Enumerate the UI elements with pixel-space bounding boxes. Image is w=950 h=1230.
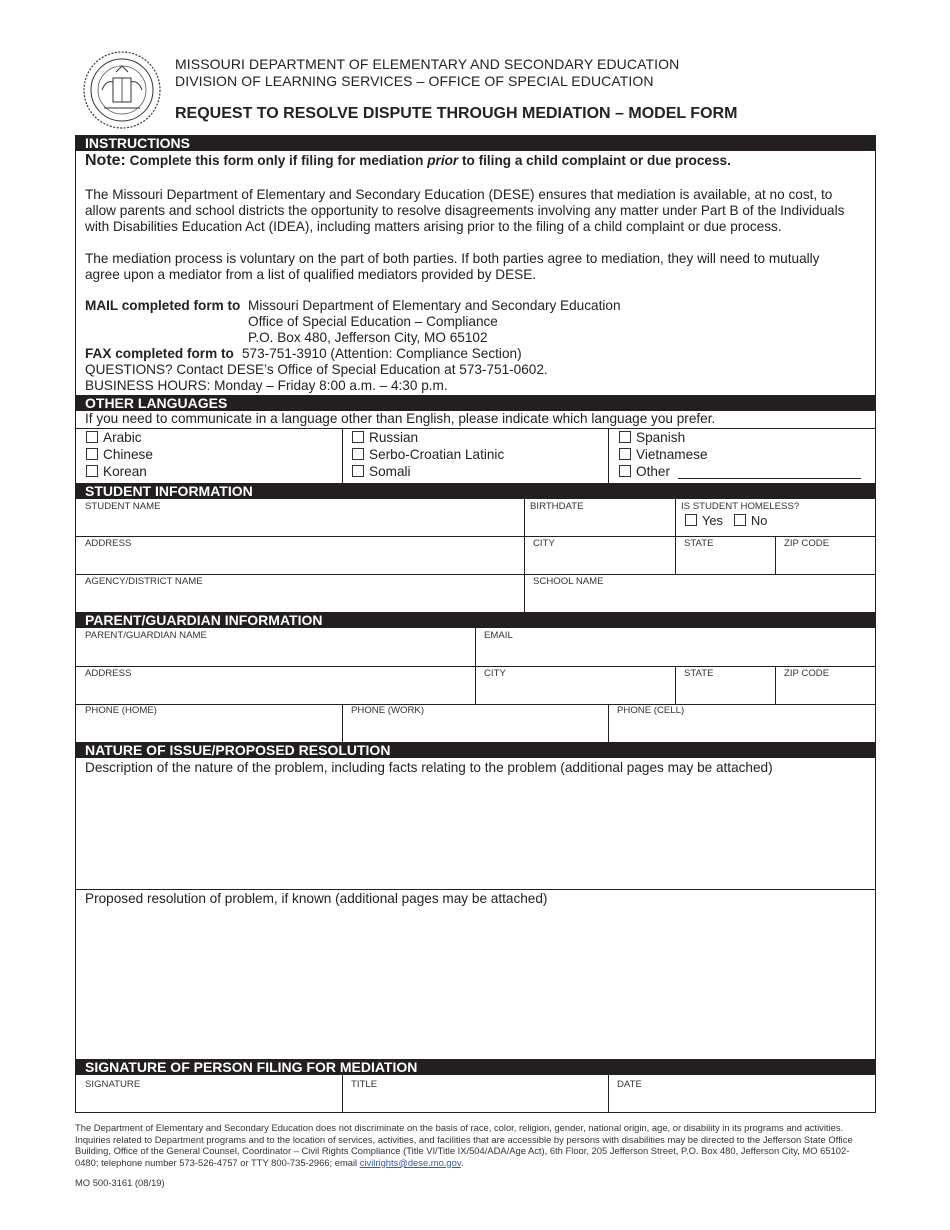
- lang-option-korean[interactable]: [86, 464, 147, 479]
- divider: [75, 428, 876, 429]
- para1-line2: allow parents and school districts the opportunity to resolve disagreements involving any matter under Part B of the Individuals: [85, 203, 845, 218]
- student-address-field[interactable]: ADDRESS: [85, 538, 132, 549]
- civil-rights-email-link[interactable]: civilrights@dese.mo.gov: [359, 1156, 461, 1168]
- issue-box: [75, 758, 876, 1059]
- lang-label: Serbo-Croatian Latinic: [369, 447, 505, 462]
- divider: [608, 704, 609, 742]
- business-hours: BUSINESS HOURS: Monday – Friday 8:00 a.m. – 4:30 p.m.: [85, 378, 448, 393]
- footer-line: Building, Office of the General Counsel, Coordinator – Civil Rights Compliance (Title VI/Title IX/504/ADA/Age Act), 6th Floor, 205 Jefferson Street, P.O. Box 480, Jefferson City, MO 65102-: [75, 1145, 850, 1157]
- footer-line: Inquiries related to Department programs and to the location of services, activities, and facilities that are accessible by persons with disabilities may be directed to the Jefferson State Office: [75, 1133, 853, 1145]
- signature-heading: SIGNATURE OF PERSON FILING FOR MEDIATION: [75, 1059, 876, 1075]
- parent-city-field[interactable]: CITY: [484, 668, 506, 679]
- note-label: Note:: [85, 152, 126, 169]
- lang-option-russian[interactable]: [352, 430, 418, 445]
- checkbox-icon[interactable]: [685, 514, 697, 526]
- note-line: [85, 152, 731, 170]
- lang-option-spanish[interactable]: [619, 430, 685, 445]
- fax-label: FAX completed form to: [85, 346, 234, 361]
- signature-box: [75, 1075, 876, 1113]
- form-title: REQUEST TO RESOLVE DISPUTE THROUGH MEDIATION – MODEL FORM: [175, 105, 738, 122]
- missouri-state-seal: [82, 50, 162, 130]
- languages-heading: OTHER LANGUAGES: [75, 395, 876, 411]
- divider: [524, 499, 525, 613]
- divider: [775, 536, 776, 574]
- divider: [675, 499, 676, 574]
- divider: [342, 704, 343, 742]
- divider: [75, 704, 876, 705]
- divider: [75, 574, 876, 575]
- checkbox-icon[interactable]: [86, 431, 98, 443]
- divider: [608, 428, 609, 484]
- lang-label: Vietnamese: [636, 447, 708, 462]
- agency-district-field[interactable]: AGENCY/DISTRICT NAME: [85, 576, 203, 587]
- divider: [75, 536, 876, 537]
- lang-option-chinese[interactable]: [86, 447, 153, 462]
- parent-heading: PARENT/GUARDIAN INFORMATION: [75, 612, 876, 628]
- lang-option-other[interactable]: [619, 464, 670, 479]
- department-name: MISSOURI DEPARTMENT OF ELEMENTARY AND SECONDARY EDUCATION: [175, 56, 680, 72]
- mail-address-line1: Missouri Department of Elementary and Secondary Education: [248, 298, 621, 313]
- questions-text: QUESTIONS? Contact DESE’s Office of Special Education at 573-751-0602.: [85, 362, 548, 377]
- note-prior: prior: [427, 153, 459, 168]
- phone-home-field[interactable]: PHONE (HOME): [85, 705, 157, 716]
- problem-description-field[interactable]: Description of the nature of the problem, including facts relating to the problem (additional pages may be attached): [85, 760, 773, 775]
- checkbox-icon[interactable]: [734, 514, 746, 526]
- student-name-field[interactable]: STUDENT NAME: [85, 501, 161, 512]
- form-number: MO 500-3161 (08/19): [75, 1177, 165, 1188]
- lang-label: Spanish: [636, 430, 686, 445]
- parent-state-field[interactable]: STATE: [684, 668, 714, 679]
- lang-label: Somali: [369, 464, 411, 479]
- checkbox-icon[interactable]: [86, 448, 98, 460]
- divider: [342, 428, 343, 484]
- lang-option-vietnamese[interactable]: [619, 447, 708, 462]
- divider: [775, 666, 776, 704]
- student-state-field[interactable]: STATE: [684, 538, 714, 549]
- checkbox-icon[interactable]: [352, 465, 364, 477]
- yes-label: Yes: [702, 513, 723, 528]
- student-zip-field[interactable]: ZIP CODE: [784, 538, 830, 549]
- homeless-yes-option[interactable]: [685, 513, 723, 528]
- student-heading: STUDENT INFORMATION: [75, 483, 876, 499]
- homeless-no-option[interactable]: [734, 513, 767, 528]
- signature-title-field[interactable]: TITLE: [351, 1079, 378, 1090]
- note-text-a: Complete this form only if filing for mediation: [129, 153, 424, 168]
- divider: [608, 1075, 609, 1113]
- lang-option-arabic[interactable]: [86, 430, 142, 445]
- checkbox-icon[interactable]: [352, 448, 364, 460]
- footer-line: 0480; telephone number 573-526-4757 or TTY 800-735-2966; email civilrights@dese.mo.gov.: [75, 1156, 464, 1168]
- fax-value: 573-751-3910 (Attention: Compliance Section): [242, 346, 522, 361]
- lang-label: Arabic: [103, 430, 142, 445]
- lang-label: Russian: [369, 430, 419, 445]
- birthdate-field[interactable]: BIRTHDATE: [530, 501, 584, 512]
- phone-cell-field[interactable]: PHONE (CELL): [617, 705, 685, 716]
- divider: [675, 666, 676, 704]
- phone-work-field[interactable]: PHONE (WORK): [351, 705, 425, 716]
- checkbox-icon[interactable]: [619, 448, 631, 460]
- nondiscrimination-statement: [75, 1122, 875, 1168]
- checkbox-icon[interactable]: [352, 431, 364, 443]
- lang-label: Other: [636, 464, 670, 479]
- lang-label: Chinese: [103, 447, 153, 462]
- proposed-resolution-field[interactable]: Proposed resolution of problem, if known (additional pages may be attached): [85, 891, 548, 906]
- parent-name-field[interactable]: PARENT/GUARDIAN NAME: [85, 630, 207, 641]
- parent-email-field[interactable]: EMAIL: [484, 630, 513, 641]
- divider: [342, 1075, 343, 1113]
- languages-prompt: If you need to communicate in a language other than English, please indicate which language you prefer.: [85, 411, 716, 426]
- checkbox-icon[interactable]: [619, 465, 631, 477]
- footer-contact-text: 0480; telephone number 573-526-4757 or TTY 800-735-2966; email: [75, 1156, 358, 1168]
- checkbox-icon[interactable]: [86, 465, 98, 477]
- mail-address-line3: P.O. Box 480, Jefferson City, MO 65102: [248, 330, 488, 345]
- para2-line1: The mediation process is voluntary on the part of both parties. If both parties agree to mediation, they will need to mutually: [85, 251, 820, 266]
- parent-zip-field[interactable]: ZIP CODE: [784, 668, 830, 679]
- school-name-field[interactable]: SCHOOL NAME: [533, 576, 604, 587]
- parent-address-field[interactable]: ADDRESS: [85, 668, 132, 679]
- lang-option-serbo-croatian[interactable]: [352, 447, 504, 462]
- note-text-b: to filing a child complaint or due process.: [461, 153, 731, 168]
- signature-field[interactable]: SIGNATURE: [85, 1079, 141, 1090]
- mail-label: MAIL completed form to: [85, 298, 241, 313]
- para1-line1: The Missouri Department of Elementary and Secondary Education (DESE) ensures that mediation is available, at no cost, to: [85, 187, 833, 202]
- instructions-heading: INSTRUCTIONS: [75, 135, 876, 151]
- other-language-input[interactable]: [678, 478, 861, 479]
- para2-line2: agree upon a mediator from a list of qualified mediators provided by DESE.: [85, 267, 537, 282]
- signature-date-field[interactable]: DATE: [617, 1079, 642, 1090]
- division-name: DIVISION OF LEARNING SERVICES – OFFICE OF SPECIAL EDUCATION: [175, 73, 654, 89]
- no-label: No: [751, 513, 768, 528]
- issue-heading: NATURE OF ISSUE/PROPOSED RESOLUTION: [75, 742, 876, 758]
- divider: [75, 889, 876, 890]
- para1-line3: with Disabilities Education Act (IDEA), including matters arising prior to the filing of a child complaint or due process.: [85, 219, 782, 234]
- lang-option-somali[interactable]: [352, 464, 411, 479]
- footer-line: The Department of Elementary and Secondary Education does not discriminate on the basis of race, color, religion, gender, national origin, age, or disability in its programs and activities.: [75, 1122, 844, 1133]
- homeless-label: IS STUDENT HOMELESS?: [681, 501, 800, 512]
- divider: [475, 628, 476, 704]
- mail-address-line2: Office of Special Education – Compliance: [248, 314, 498, 329]
- checkbox-icon[interactable]: [619, 431, 631, 443]
- student-city-field[interactable]: CITY: [533, 538, 555, 549]
- lang-label: Korean: [103, 464, 147, 479]
